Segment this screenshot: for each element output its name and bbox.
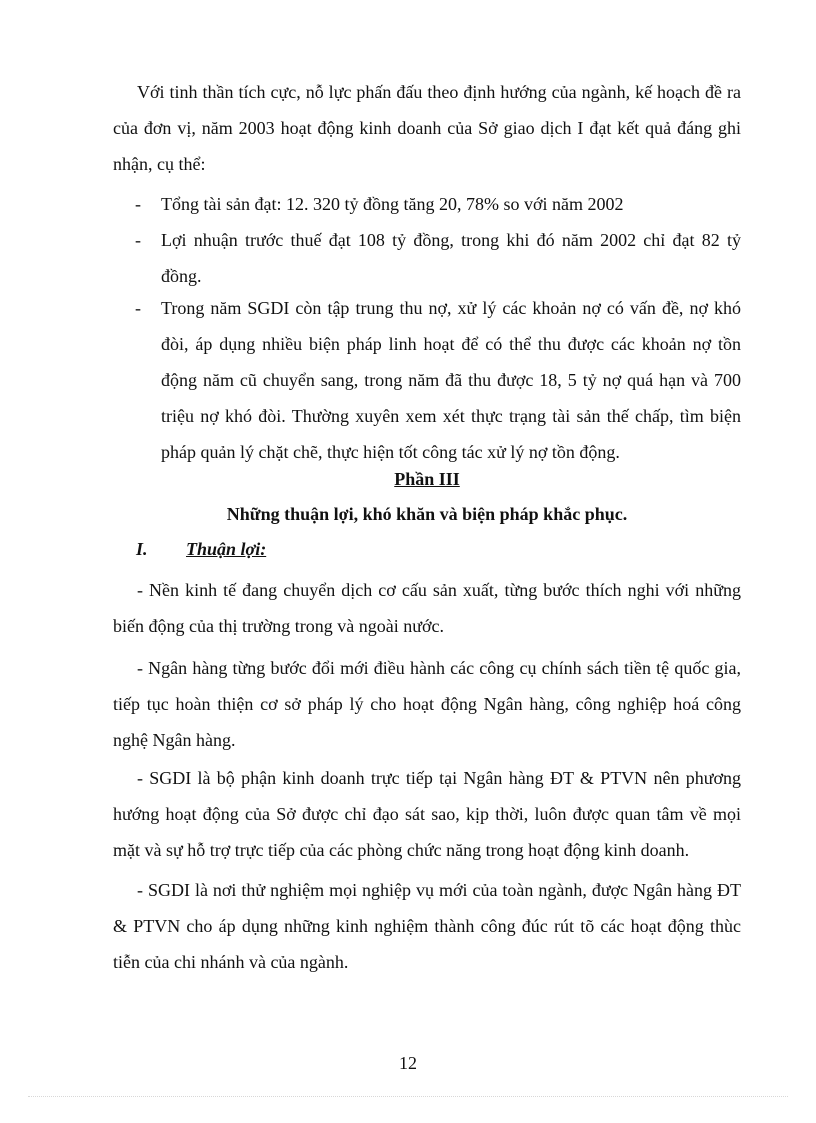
bullet-text: Trong năm SGDI còn tập trung thu nợ, xử lý các khoản nợ có vấn đề, nợ khó đòi, áp dụng nhiều biện pháp linh hoạt để có thể thu được các khoản nợ tồn động năm cũ chuyển sang, trong năm đã thu được 18, 5 tỷ nợ quá hạn và 700 triệu nợ khó đòi. Thường xuyên xem xét thực trạng tài sản thế chấp, tìm biện pháp quản lý chặt chẽ, thực hiện tốt công tác xử lý nợ tồn động. bbox=[161, 298, 741, 462]
section-heading bbox=[136, 532, 266, 566]
bullet-text: Lợi nhuận trước thuế đạt 108 tỷ đồng, trong khi đó năm 2002 chỉ đạt 82 tỷ đồng. bbox=[161, 230, 741, 286]
intro-paragraph: Với tinh thần tích cực, nỗ lực phấn đấu theo định hướng của ngành, kế hoạch đề ra của đơn vị, năm 2003 hoạt động kinh doanh của Sở giao dịch I đạt kết quả đáng ghi nhận, cụ thể: bbox=[113, 82, 741, 174]
part-heading: Phần III bbox=[394, 469, 460, 489]
bullet-text: Tổng tài sản đạt: 12. 320 tỷ đồng tăng 20, 78% so với năm 2002 bbox=[161, 194, 624, 214]
page-number: 12 bbox=[399, 1053, 417, 1073]
bullet-dash: - bbox=[135, 194, 141, 214]
body-paragraph: - SGDI là bộ phận kinh doanh trực tiếp tại Ngân hàng ĐT & PTVN nên phương hướng hoạt động của Sở được chỉ đạo sát sao, kịp thời, luôn được quan tâm về mọi mặt và sự hỗ trợ trực tiếp của các phòng chức năng trong hoạt động kinh doanh. bbox=[113, 768, 741, 860]
body-paragraph: - Ngân hàng từng bước đổi mới điều hành các công cụ chính sách tiền tệ quốc gia, tiếp tục hoàn thiện cơ sở pháp lý cho hoạt động Ngân hàng, công nghiệp hoá công nghệ Ngân hàng. bbox=[113, 658, 741, 750]
section-title: Thuận lợi: bbox=[186, 539, 267, 559]
section-number: I. bbox=[136, 539, 148, 559]
bullet-dash: - bbox=[135, 230, 141, 250]
part-subtitle: Những thuận lợi, khó khăn và biện pháp khắc phục. bbox=[226, 504, 628, 524]
body-paragraph: - Nền kinh tế đang chuyển dịch cơ cấu sản xuất, từng bước thích nghi với những biến động của thị trường trong và ngoài nước. bbox=[113, 580, 741, 636]
body-paragraph: - SGDI là nơi thử nghiệm mọi nghiệp vụ mới của toàn ngành, được Ngân hàng ĐT & PTVN cho áp dụng những kinh nghiệm thành công đúc rút tõ các hoạt động thùc tiễn của chi nhánh và của ngành. bbox=[113, 880, 741, 972]
page-bottom-rule bbox=[28, 1096, 788, 1097]
bullet-dash: - bbox=[135, 298, 141, 318]
